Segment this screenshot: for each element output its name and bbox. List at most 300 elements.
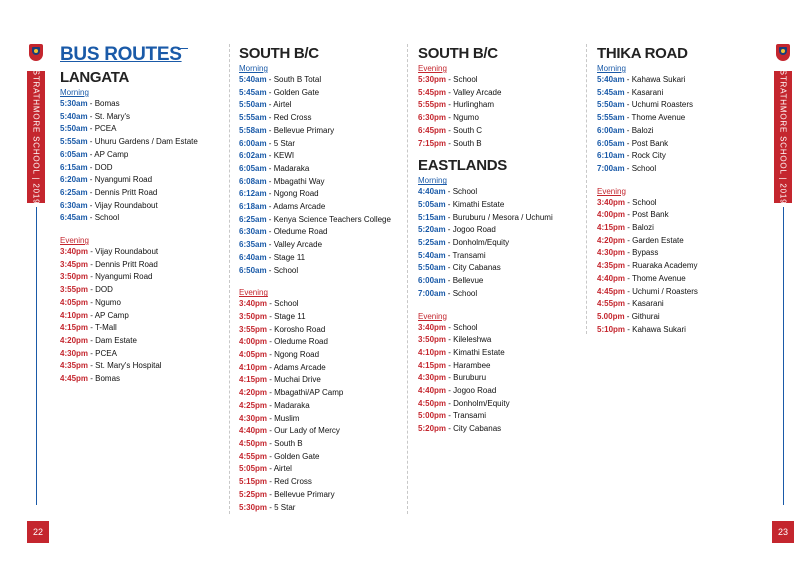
stop-name: South B: [453, 138, 482, 148]
stop-dash: -: [625, 286, 633, 296]
stop-row: [239, 463, 404, 476]
stop-row: [60, 111, 225, 124]
stop-time: 3:50pm: [418, 335, 447, 345]
stop-dash: -: [87, 175, 95, 185]
side-tab-left: [27, 71, 45, 203]
stop-name: Bypass: [632, 248, 659, 258]
stop-dash: -: [267, 299, 275, 309]
stop-dash: -: [87, 187, 95, 197]
stop-row: [239, 349, 404, 362]
stop-row: [597, 125, 762, 138]
stop-dash: -: [625, 235, 633, 245]
stop-row: [239, 265, 404, 278]
stop-time: 6:50am: [239, 265, 267, 275]
stop-dash: -: [446, 347, 454, 357]
stop-name: School: [453, 75, 478, 84]
column-south-bc: [239, 44, 404, 514]
stop-name: PCEA: [94, 124, 117, 134]
stop-row: [418, 186, 583, 199]
stop-row: [60, 123, 225, 136]
stop-name: Nyangumi Road: [95, 272, 153, 282]
stop-name: Thome Avenue: [631, 273, 686, 283]
stop-time: 4:15pm: [597, 223, 626, 233]
stop-row: [418, 99, 583, 112]
stop-time: 4:50pm: [418, 398, 447, 408]
stop-name: Uhuru Gardens / Dam Estate: [94, 137, 198, 147]
stop-name: Donholm/Equity: [453, 398, 510, 408]
stop-row: [597, 163, 762, 176]
stop-dash: -: [88, 272, 96, 282]
column-divider: [407, 44, 408, 514]
stop-row: [418, 347, 583, 360]
stop-dash: -: [445, 288, 453, 298]
stop-time: 5:50am: [239, 100, 267, 110]
stop-name: School: [631, 163, 657, 173]
stop-name: Golden Gate: [273, 87, 320, 97]
stop-time: 4:20pm: [597, 235, 626, 245]
stop-time: 6:30am: [60, 200, 88, 210]
stop-time: 6:05am: [239, 163, 267, 173]
stop-time: 6:15am: [60, 162, 88, 172]
stop-name: Bomas: [95, 374, 121, 384]
stop-name: Kasarani: [631, 87, 664, 97]
stop-time: 6:00am: [418, 276, 446, 286]
stop-dash: -: [446, 138, 454, 148]
stop-dash: -: [266, 189, 274, 199]
stop-time: 5:30pm: [418, 75, 447, 84]
stop-row: [418, 125, 583, 138]
stop-name: Dennis Pritt Road: [94, 187, 158, 197]
stop-time: 5:55am: [239, 113, 267, 123]
stop-name: Ngumo: [95, 297, 121, 307]
stop-time: 4:55pm: [239, 451, 268, 461]
stop-dash: -: [445, 238, 453, 248]
stop-row: [239, 362, 404, 375]
schedule-label-morning: Morning: [239, 64, 268, 73]
stop-time: 5.00pm: [597, 311, 625, 321]
stop-dash: -: [446, 75, 454, 84]
stop-name: Post Bank: [631, 138, 669, 148]
stop-dash: -: [88, 285, 96, 295]
stop-time: 4:15pm: [239, 375, 268, 385]
stop-name: Vijay Roundabout: [94, 200, 158, 210]
stop-time: 4:15pm: [418, 360, 447, 370]
stop-time: 6:20am: [60, 175, 88, 185]
stop-time: 5:30am: [60, 99, 88, 108]
stop-time: 6:45am: [60, 213, 88, 223]
stop-dash: -: [446, 335, 454, 345]
route-heading: SOUTH B/C: [418, 45, 498, 62]
stop-row: [60, 136, 225, 149]
stop-row: [239, 163, 404, 176]
stop-name: Bellevue Primary: [274, 489, 335, 499]
stop-time: 7:15pm: [418, 138, 447, 148]
stop-dash: -: [624, 87, 632, 97]
stop-row: [418, 138, 583, 151]
column-divider: [229, 44, 230, 514]
route-heading: SOUTH B/C: [239, 45, 319, 62]
stop-time: 6:08am: [239, 176, 267, 186]
stop-dash: -: [87, 124, 95, 134]
stop-row: [60, 310, 225, 323]
stop-row: [597, 311, 762, 324]
stop-dash: -: [267, 350, 275, 360]
stop-dash: -: [266, 240, 274, 250]
stop-name: DOD: [95, 285, 113, 295]
stop-dash: -: [88, 361, 96, 371]
stop-dash: -: [446, 100, 454, 110]
stop-row: [60, 174, 225, 187]
stop-dash: -: [267, 311, 275, 321]
stop-time: 6:30am: [239, 227, 267, 237]
stop-time: 3:55pm: [60, 285, 89, 295]
stop-row: [239, 188, 404, 201]
stop-time: 6:12am: [239, 189, 267, 199]
stop-dash: -: [87, 213, 95, 223]
stop-name: AP Camp: [94, 310, 129, 320]
stop-dash: -: [446, 411, 453, 421]
stop-time: 5:55am: [60, 137, 88, 147]
stop-time: 7:00am: [418, 288, 446, 298]
stop-name: Kenya Science Teachers College: [273, 214, 391, 224]
stop-name: T-Mall: [94, 323, 117, 333]
stop-row: [418, 112, 583, 125]
stop-dash: -: [624, 125, 632, 135]
school-crest-icon: [776, 44, 790, 61]
stop-row: [597, 324, 762, 337]
stop-row: [60, 348, 225, 361]
stop-time: 5:55am: [597, 113, 625, 123]
stop-name: School: [453, 322, 478, 332]
stop-dash: -: [87, 111, 95, 121]
schedule-label-evening: Evening: [418, 311, 447, 321]
stop-name: Stage 11: [273, 252, 306, 262]
stop-time: 4:00pm: [597, 210, 626, 220]
stop-row: [418, 372, 583, 385]
stop-time: 6:02am: [239, 151, 267, 161]
schedule-label-evening: Evening: [418, 64, 447, 73]
schedule-label-morning: Morning: [418, 176, 447, 186]
stop-dash: -: [445, 276, 453, 286]
stop-time: 4:45pm: [597, 286, 626, 296]
route-heading: LANGATA: [60, 69, 129, 86]
stop-dash: -: [445, 225, 453, 235]
stop-dash: -: [266, 87, 274, 97]
stop-time: 5:55pm: [418, 100, 447, 110]
stop-name: Harambee: [453, 360, 491, 370]
stop-name: Vijay Roundabout: [95, 247, 159, 257]
stop-row: [597, 209, 762, 222]
stop-row: [597, 138, 762, 151]
stop-name: Ruaraka Academy: [632, 261, 698, 271]
stop-row: [239, 201, 404, 214]
page-number-right: 23: [772, 521, 794, 543]
stop-time: 3:40pm: [60, 247, 89, 257]
stop-name: Golden Gate: [274, 451, 320, 461]
stop-time: 4:10pm: [239, 362, 268, 372]
stop-time: 3:55pm: [239, 324, 268, 334]
stop-dash: -: [87, 99, 95, 108]
stop-name: Valley Arcade: [273, 240, 323, 250]
stop-row: [60, 200, 225, 213]
stop-time: 4:30pm: [597, 248, 626, 258]
stop-row: [597, 99, 762, 112]
stop-time: 4:00pm: [239, 337, 268, 347]
stop-name: Kahawa Sukari: [631, 75, 686, 84]
stop-time: 5:25pm: [239, 489, 268, 499]
stop-name: Muslim: [274, 413, 300, 423]
stop-row: [239, 125, 404, 138]
stop-time: 5:45am: [239, 87, 267, 97]
group-gap: [418, 301, 583, 311]
stop-name: Thome Avenue: [631, 113, 686, 123]
stop-time: 4:55pm: [597, 299, 626, 309]
schedule-label-evening: Evening: [597, 186, 626, 196]
stop-time: 4:40pm: [239, 426, 268, 436]
stop-time: 4:30pm: [239, 413, 268, 423]
stop-row: [239, 374, 404, 387]
stop-time: 3:40pm: [418, 322, 447, 332]
stop-time: 4:15pm: [60, 323, 89, 333]
page-title: BUS ROUTES: [60, 44, 182, 65]
stop-dash: -: [624, 100, 632, 110]
group-gap: [60, 225, 225, 235]
stop-name: Transami: [452, 250, 486, 260]
stop-name: DOD: [94, 162, 113, 172]
stop-name: Bellevue: [452, 276, 484, 286]
stop-row: [60, 322, 225, 335]
stop-dash: -: [446, 386, 454, 396]
stop-row: [239, 150, 404, 163]
stop-row: [60, 187, 225, 200]
stop-row: [239, 112, 404, 125]
stop-dash: -: [446, 87, 454, 97]
stop-row: [239, 425, 404, 438]
stop-row: [239, 438, 404, 451]
stop-row: [60, 162, 225, 175]
stop-time: 5:45am: [597, 87, 625, 97]
stop-row: [418, 275, 583, 288]
stop-name: Mbagathi Way: [273, 176, 325, 186]
stop-time: 4:05pm: [239, 350, 268, 360]
stop-row: [597, 273, 762, 286]
route-heading: THIKA ROAD: [597, 45, 688, 62]
stop-dash: -: [266, 227, 274, 237]
stop-row: [597, 74, 762, 87]
stop-name: South B: [274, 438, 303, 448]
stop-row: [597, 87, 762, 100]
stop-row: [597, 150, 762, 163]
schedule-label-morning: Morning: [60, 88, 89, 97]
stop-name: Ngong Road: [274, 350, 320, 360]
route-heading: EASTLANDS: [418, 157, 507, 175]
stop-time: 4:40pm: [597, 273, 626, 283]
stop-dash: -: [267, 502, 275, 512]
schedule-label-morning: Morning: [597, 64, 626, 73]
stop-dash: -: [445, 263, 453, 273]
stop-name: Dam Estate: [95, 335, 137, 345]
stop-dash: -: [446, 360, 454, 370]
stop-time: 6:30pm: [418, 113, 447, 123]
stop-name: Adams Arcade: [273, 362, 326, 372]
side-tab-right: [774, 71, 792, 203]
stop-name: Muchai Drive: [274, 375, 321, 385]
stop-dash: -: [266, 176, 274, 186]
stop-time: 5:15pm: [239, 477, 268, 487]
stop-dash: -: [446, 424, 454, 434]
stop-row: [418, 224, 583, 237]
stop-name: Kileleshwa: [453, 335, 492, 345]
stop-time: 4:35pm: [597, 261, 626, 271]
stop-dash: -: [267, 337, 275, 347]
stop-name: City Cabanas: [452, 263, 501, 273]
stop-dash: -: [266, 163, 274, 173]
stop-row: [239, 400, 404, 413]
stop-name: South C: [453, 125, 483, 135]
stop-row: [60, 284, 225, 297]
stop-time: 4:45pm: [60, 374, 89, 384]
stop-dash: -: [625, 324, 633, 334]
group-gap: [597, 176, 762, 186]
stop-time: 6:05am: [597, 138, 625, 148]
column-langata: [60, 44, 225, 386]
stop-name: Korosho Road: [274, 324, 326, 334]
stop-dash: -: [624, 151, 632, 161]
stop-time: 6:10am: [597, 151, 625, 161]
stop-name: Red Cross: [273, 113, 312, 123]
margin-line-right: [783, 207, 784, 505]
stop-time: 5:05am: [418, 199, 446, 209]
stop-name: Adams Arcade: [273, 202, 326, 212]
stop-row: [239, 489, 404, 502]
stop-time: 5:40am: [418, 250, 446, 260]
stop-name: Jogoo Road: [453, 386, 497, 396]
stop-name: Madaraka: [273, 163, 310, 173]
stop-row: [597, 286, 762, 299]
stop-time: 5:30pm: [239, 502, 268, 512]
stop-row: [418, 423, 583, 436]
stop-name: Ngong Road: [273, 189, 319, 199]
stop-row: [239, 298, 404, 311]
stop-time: 6:05am: [60, 149, 88, 159]
stop-time: 5:25am: [418, 238, 446, 248]
stop-time: 4:20pm: [239, 388, 268, 398]
stop-dash: -: [267, 388, 275, 398]
column-thika-road: [597, 44, 762, 336]
stop-row: [418, 87, 583, 100]
group-gap: [239, 277, 404, 287]
stop-dash: -: [88, 323, 95, 333]
stop-row: [239, 252, 404, 265]
stop-dash: -: [266, 125, 274, 135]
stop-dash: -: [267, 362, 274, 372]
stop-row: [418, 410, 583, 423]
stop-row: [418, 322, 583, 335]
stop-time: 4:20pm: [60, 335, 89, 345]
stop-name: Buruburu: [453, 373, 487, 383]
stop-dash: -: [266, 214, 274, 224]
stop-row: [239, 239, 404, 252]
stop-name: Airtel: [273, 464, 292, 474]
stop-row: [239, 324, 404, 337]
stop-name: Kimathi Estate: [453, 347, 505, 357]
stop-row: [60, 360, 225, 373]
stop-row: [60, 373, 225, 386]
stop-name: 5 Star: [273, 138, 296, 148]
stop-dash: -: [625, 223, 633, 233]
stop-dash: -: [87, 137, 95, 147]
stop-dash: -: [624, 113, 632, 123]
stop-time: 5:05pm: [239, 464, 268, 474]
stop-time: 5:10pm: [597, 324, 626, 334]
stop-name: Transami: [452, 411, 487, 421]
stop-time: 5:15am: [418, 212, 446, 222]
stop-name: School: [94, 213, 120, 223]
stop-time: 5:00pm: [418, 411, 447, 421]
stop-row: [597, 112, 762, 125]
stop-time: 5:50am: [60, 124, 88, 134]
stop-time: 3:50pm: [239, 311, 268, 321]
stop-time: 3:40pm: [597, 197, 626, 207]
stop-dash: -: [446, 373, 454, 383]
stop-name: Githurai: [631, 311, 660, 321]
stop-dash: -: [625, 273, 632, 283]
stop-row: [418, 360, 583, 373]
stop-name: Jogoo Road: [452, 225, 496, 235]
stop-dash: -: [446, 125, 454, 135]
schedule-label-evening: Evening: [60, 236, 89, 246]
stop-time: 5:58am: [239, 125, 267, 135]
stop-time: 4:05pm: [60, 297, 89, 307]
stop-row: [418, 334, 583, 347]
stop-dash: -: [625, 210, 633, 220]
stop-time: 5:20pm: [418, 424, 447, 434]
stop-row: [418, 262, 583, 275]
stop-name: South B Total: [273, 75, 322, 84]
stop-name: School: [632, 197, 657, 207]
stop-dash: -: [266, 252, 274, 262]
stop-row: [597, 222, 762, 235]
stop-row: [239, 138, 404, 151]
stop-row: [239, 451, 404, 464]
stop-dash: -: [625, 261, 633, 271]
stop-row: [418, 212, 583, 225]
stop-time: 4:35pm: [60, 361, 89, 371]
schedule-label-evening: Evening: [239, 288, 268, 298]
stop-time: 5:20am: [418, 225, 446, 235]
stop-row: [418, 398, 583, 411]
stop-dash: -: [267, 451, 275, 461]
stop-row: [239, 87, 404, 100]
stop-name: Kasarani: [632, 299, 664, 309]
stop-dash: -: [267, 375, 275, 385]
stop-name: Uchumi / Roasters: [632, 286, 698, 296]
stop-row: [239, 311, 404, 324]
stop-name: Mbagathi/AP Camp: [274, 388, 344, 398]
stop-dash: -: [267, 489, 275, 499]
stop-name: Nyangumi Road: [94, 175, 153, 185]
stop-row: [239, 413, 404, 426]
stop-dash: -: [624, 163, 632, 173]
stop-name: 5 Star: [274, 502, 296, 512]
stop-dash: -: [266, 138, 274, 148]
stop-time: 7:00am: [597, 163, 625, 173]
stop-time: 4:30pm: [418, 373, 447, 383]
stop-dash: -: [446, 398, 454, 408]
stop-row: [239, 502, 404, 515]
stop-row: [60, 246, 225, 259]
school-crest-icon: [29, 44, 43, 61]
